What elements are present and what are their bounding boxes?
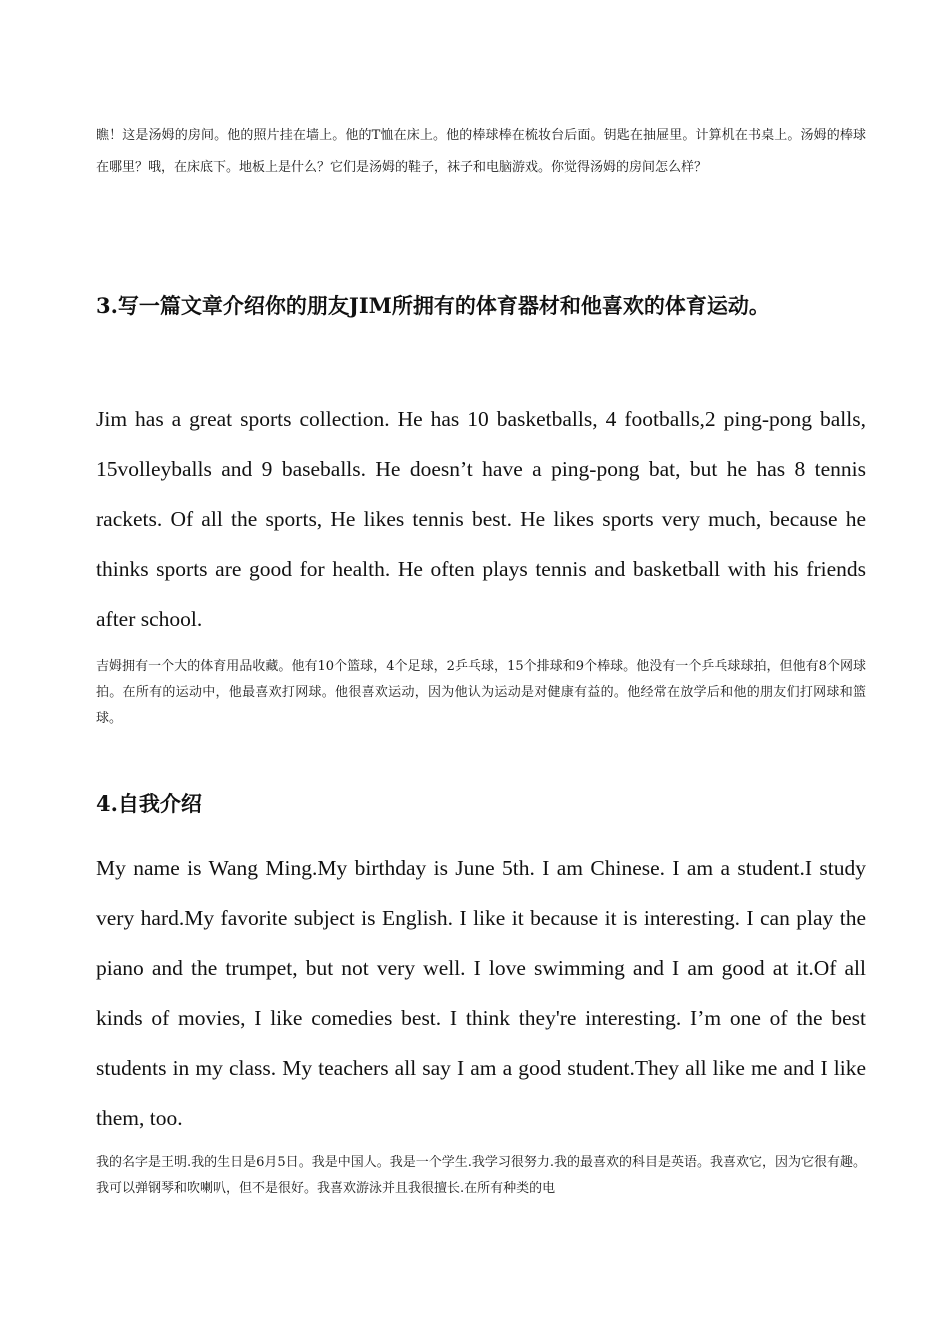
section-4-heading: 4.自我介绍	[96, 791, 202, 816]
section-3-translation: 吉姆拥有一个大的体育用品收藏。他有10个篮球，4个足球，2乒乓球，15个排球和9个棒球。他没有一个乒乓球球拍，但他有8个网球拍。在所有的运动中，他最喜欢打网球。他很喜欢运动，因为他认为运动是对健康有益的。他经常在放学后和他的朋友们打网球和篮球。	[96, 659, 866, 726]
section-3-essay: Jim has a great sports collection. He has 10 basketballs, 4 footballs,2 ping-pong balls, 15volleyballs and 9 baseballs. He doesn’t have a ping-pong bat, but he has 8 tennis rackets. Of all the sports, He likes tennis best. He likes sports very much, because he thinks sports are good for health. He often plays tennis and basketball with his friends after school.	[96, 407, 866, 631]
passage-translation: 瞧！这是汤姆的房间。他的照片挂在墙上。他的T恤在床上。他的棒球棒在梳妆台后面。钥匙在抽屉里。计算机在书桌上。汤姆的棒球在哪里？哦，在床底下。地板上是什么？它们是汤姆的鞋子，袜子和电脑游戏。你觉得汤姆的房间怎么样？	[96, 128, 866, 175]
section-4-translation: 我的名字是王明.我的生日是6月5日。我是中国人。我是一个学生.我学习很努力.我的最喜欢的科目是英语。我喜欢它，因为它很有趣。我可以弹钢琴和吹喇叭，但不是很好。我喜欢游泳并且我很擅长.在所有种类的电	[96, 1155, 866, 1196]
section-4-essay: My name is Wang Ming.My birthday is June 5th. I am Chinese. I am a student.I study very hard.My favorite subject is English. I like it because it is interesting. I can play the piano and the trumpet, but not very well. I love swimming and I am good at it.Of all kinds of movies, I like comedies best. I think they're interesting. I’m one of the best students in my class. My teachers all say I am a good student.They all like me and I like them, too.	[96, 856, 866, 1130]
section-3-heading: 3.写一篇文章介绍你的朋友JIM所拥有的体育器材和他喜欢的体育运动。	[96, 293, 770, 318]
